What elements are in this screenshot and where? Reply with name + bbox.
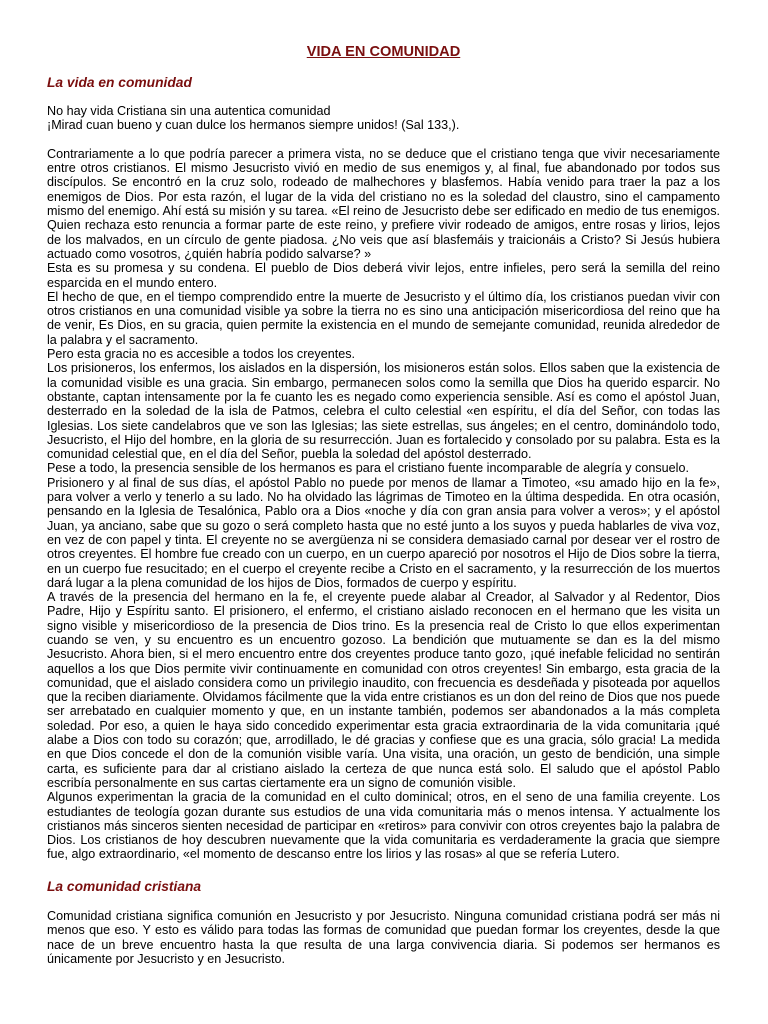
section-heading-comunidad-cristiana: La comunidad cristiana	[47, 878, 202, 894]
paragraph: Contrariamente a lo que podría parecer a primera vista, no se deduce que el cristiano tenga que vivir necesariamente entre otros cristianos. El mismo Jesucristo vivió en medio de sus enemigos y, al final, fue abandonado por todos sus discípulos. Se encontró en la cruz solo, rodeado de malhechores y blasfemos. Había venido para traer la paz a los enemigos de Dios. Por esta razón, el lugar de la vida del cristiano no es la soledad del claustro, sino el campamento mismo del enemigo. Ahí está su misión y su tarea. «El reino de Jesucristo debe ser edificado en medio de tus enemigos. Quien rechaza esto renuncia a formar parte de este reino, y prefiere vivir rodeado de amigos, entre rosas y lirios, lejos de los malvados, en un círculo de gente piadosa. ¿No veis que así blasfemáis y traicionáis a Cristo? Si Jesús hubiera actuado como vosotros, ¿quién habría podido salvarse? »	[47, 146, 720, 261]
paragraph: Los prisioneros, los enfermos, los aislados en la dispersión, los misioneros están solos. Ellos saben que la existencia de la comunidad visible es una gracia. Sin embargo, permanecen solos como la semilla que Dios ha querido esparcir. No obstante, captan intensamente por la fe cuanto les es negado como experiencia sensible. Así es como el apóstol Juan, desterrado en la soledad de la isla de Patmos, celebra el culto celestial «en espíritu, el día del Señor, con todas las Iglesias. Los siete candelabros que ve son las Iglesias; las siete estrellas, sus ángeles; en el centro, dominándolo todo, Jesucristo, el Hijo del hombre, en la gloria de su resurrección. Juan es fortalecido y consolado por su palabra. Esta es la comunidad celestial que, en el día del Señor, puebla la soledad del apóstol desterrado.	[47, 361, 720, 462]
section-heading-vida-en-comunidad: La vida en comunidad	[47, 75, 192, 90]
section-body	[47, 909, 720, 966]
paragraph: El hecho de que, en el tiempo comprendido entre la muerte de Jesucristo y el último día, los cristianos puedan vivir con otros cristianos en una comunidad visible ya sobre la tierra no es sino una anticipación misericordiosa del reino que ha de venir, Es Dios, en su gracia, quien permite la existencia en el mundo de semejante comunidad, reunida alrededor de la palabra y el sacramento.	[47, 289, 720, 347]
paragraph: Algunos experimentan la gracia de la comunidad en el culto dominical; otros, en el seno de una familia creyente. Los estudiantes de teología gozan durante sus estudios de una vida comunitaria más o menos intensa. Y actualmente los cristianos más sinceros sienten necesidad de participar en «retiros» para convivir con otros creyentes bajo la palabra de Dios. Los cristianos de hoy descubren nuevamente que la vida comunitaria es verdaderamente la gracia que siempre fue, algo extraordinario, «el momento de descanso entre los lirios y las rosas» al que se refería Lutero.	[47, 790, 720, 862]
document-page	[47, 0, 720, 966]
paragraph: Comunidad cristiana significa comunión en Jesucristo y por Jesucristo. Ninguna comunidad cristiana podrá ser más ni menos que eso. Y esto es válido para todas las formas de comunidad que puedan formar los creyentes, desde la que nace de un breve encuentro hasta la que resulta de una larga convivencia diaria. Si podemos ser hermanos es únicamente por Jesucristo y en Jesucristo.	[47, 909, 720, 966]
intro-block	[47, 104, 720, 133]
paragraph: Prisionero y al final de sus días, el apóstol Pablo no puede por menos de llamar a Timoteo, «su amado hijo en la fe», para volver a verlo y tenerlo a su lado. No ha olvidado las lágrimas de Timoteo en la última despedida. En otra ocasión, pensando en la Iglesia de Tesalónica, Pablo ora a Dios «noche y día con gran ansia para volver a veros»; y el apóstol Juan, ya anciano, sabe que su gozo o será completo hasta que no esté junto a los suyos y pueda hablarles de viva voz, en vez de con papel y tinta. El creyente no se avergüenza ni se considera demasiado carnal por desear ver el rostro de otros creyentes. El hombre fue creado con un cuerpo, en un cuerpo apareció por nosotros el Hijo de Dios sobre la tierra, en un cuerpo fue resucitado; en el cuerpo el creyente recibe a Cristo en el sacramento, y la resurrección de los muertos dará lugar a la plena comunidad de los hijos de Dios, formados de cuerpo y espíritu.	[47, 475, 720, 590]
intro-line: ¡Mirad cuan bueno y cuan dulce los hermanos siempre unidos! (Sal 133,).	[47, 118, 460, 133]
paragraph: Esta es su promesa y su condena. El pueblo de Dios deberá vivir lejos, entre infieles, pero será la semilla del reino esparcida en el mundo entero.	[47, 261, 720, 290]
paragraph: A través de la presencia del hermano en la fe, el creyente puede alabar al Creador, al Salvador y al Redentor, Dios Padre, Hijo y Espíritu santo. El prisionero, el enfermo, el cristiano aislado reconocen en el hermano que les visita un signo visible y misericordioso de la presencia de Dios trino. Es la presencia real de Cristo lo que ellos experimentan cuando se ven, y su encuentro es un encuentro gozoso. La bendición que mutuamente se dan es la del mismo Jesucristo. Ahora bien, si el mero encuentro entre dos creyentes produce tanto gozo, ¡qué inefable felicidad no sentirán aquellos a los que Dios permite vivir continuamente en comunidad con otros creyentes! Sin embargo, esta gracia de la comunidad, que el aislado considera como un privilegio inaudito, con frecuencia es desdeñada y pisoteada por aquellos que la reciben diariamente. Olvidamos fácilmente que la vida entre cristianos es un don del reino de Dios que nos puede ser arrebatado en cualquier momento y que, en un instante también, podemos ser abandonados a la más completa soledad. Por eso, a quien le haya sido concedido experimentar esta gracia extraordinaria de la vida comunitaria ¡qué alabe a Dios con todo su corazón; que, arrodillado, le dé gracias y confiese que es una gracia, sólo gracia! La medida en que Dios concede el don de la comunión visible varía. Una visita, una oración, un gesto de bendición, una simple carta, es suficiente para dar al cristiano aislado la certeza de que nunca está solo. El saludo que el apóstol Pablo escribía personalmente en sus cartas ciertamente era un signo de comunión visible.	[47, 590, 720, 790]
page-title: VIDA EN COMUNIDAD	[306, 44, 461, 60]
paragraph: Pero esta gracia no es accesible a todos los creyentes.	[47, 347, 356, 362]
section-body	[47, 147, 720, 862]
intro-line: No hay vida Cristiana sin una autentica comunidad	[47, 104, 331, 118]
paragraph: Pese a todo, la presencia sensible de los hermanos es para el cristiano fuente incomparable de alegría y consuelo.	[47, 461, 689, 476]
